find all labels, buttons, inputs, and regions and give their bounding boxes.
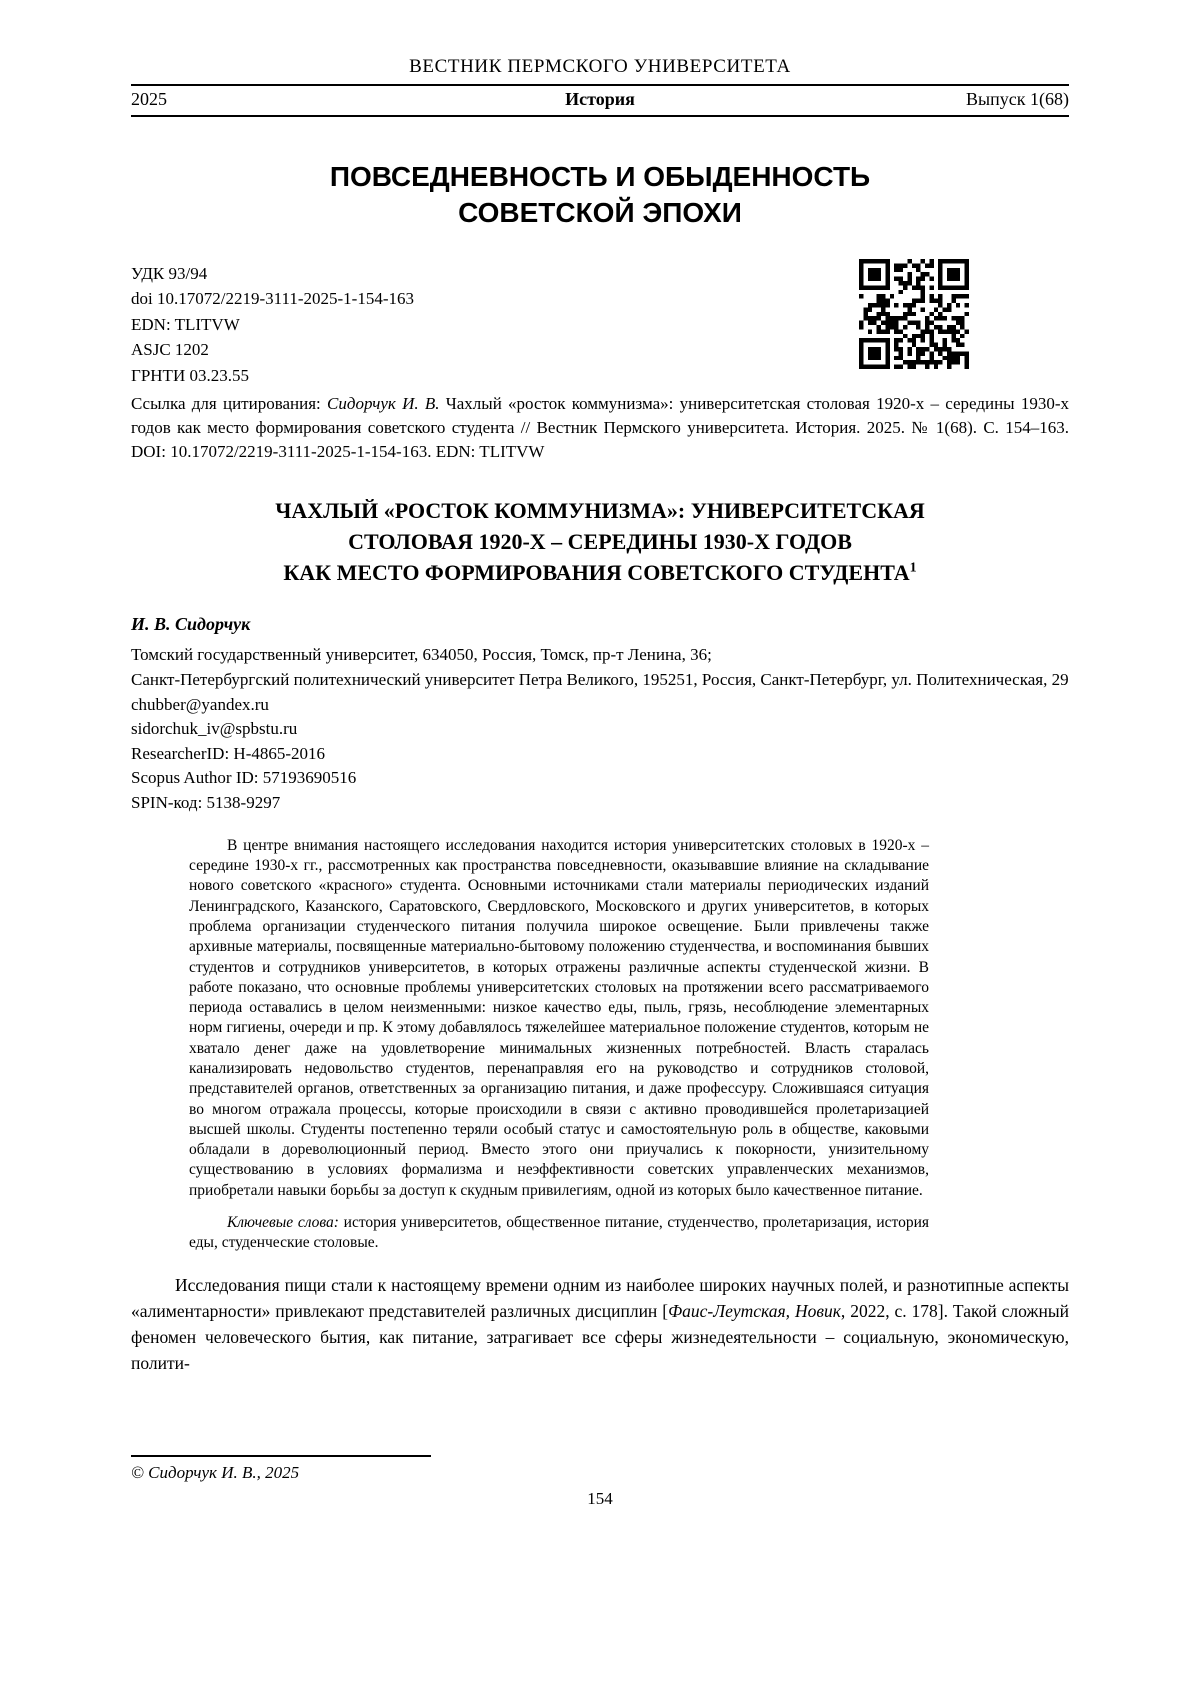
article-title <box>131 495 1069 589</box>
body-text-part-2: , 2022, с. 178]. Такой сложный феномен человеческого бытия, как питание, затрагивает все сферы жизнедеятельности – социальную, экономическую, полити- <box>131 1300 1070 1374</box>
journal-header-title: ВЕСТНИК ПЕРМСКОГО УНИВЕРСИТЕТА <box>131 56 1069 86</box>
footnote-rule <box>131 1455 431 1457</box>
issue-year: 2025 <box>131 89 167 109</box>
issue-line <box>131 86 1069 117</box>
citation-authors: Сидорчук И. В. <box>327 394 440 414</box>
rubric-title <box>131 159 1069 231</box>
author-email-1: chubber@yandex.ru <box>131 694 269 714</box>
author-email-2: sidorchuk_iv@spbstu.ru <box>131 719 298 739</box>
citation-paragraph <box>131 392 1069 464</box>
article-title-line-2: СТОЛОВАЯ 1920-Х – СЕРЕДИНЫ 1930-Х ГОДОВ <box>348 528 852 554</box>
qr-code <box>859 259 969 369</box>
journal-section: История <box>565 89 635 109</box>
page-footer <box>131 1455 1069 1509</box>
keywords-paragraph <box>189 1213 929 1254</box>
issue-number: Выпуск 1(68) <box>966 89 1070 109</box>
body-text-part-1: Исследования пищи стали к настоящему времени одним из наиболее широких научных полей, и разнотипные аспекты «алиментарности» привлекают представителей различных дисциплин [ <box>131 1274 1069 1321</box>
rubric-line-1: ПОВСЕДНЕВНОСТЬ И ОБЫДЕННОСТЬ <box>329 161 871 192</box>
body-paragraph-1 <box>131 1272 1069 1377</box>
author-name: И. В. Сидорчук <box>131 614 251 635</box>
keywords-label: Ключевые слова: <box>227 1214 339 1232</box>
asjc-code: ASJC 1202 <box>131 340 209 360</box>
keywords-text: история университетов, общественное питание, студенчество, пролетаризация, история еды, студенческие столовые. <box>189 1214 929 1252</box>
page-number: 154 <box>587 1489 613 1508</box>
grnti-code: ГРНТИ 03.23.55 <box>131 365 249 385</box>
udc-code: УДК 93/94 <box>131 263 208 283</box>
doi-code: doi 10.17072/2219-3111-2025-1-154-163 <box>131 289 414 309</box>
metadata-section <box>131 261 1069 389</box>
body-citation-authors: Фаис-Леутская, Новик <box>668 1300 841 1321</box>
affiliation-2: Санкт-Петербургский политехнический университет Петра Великого, 195251, Россия, Санкт-Петербург, ул. Политехническая, 29 <box>131 669 1069 689</box>
affiliation-1: Томский государственный университет, 634050, Россия, Томск, пр-т Ленина, 36; <box>131 645 712 665</box>
copyright-line: © Сидорчук И. В., 2025 <box>131 1463 300 1482</box>
article-title-line-3: КАК МЕСТО ФОРМИРОВАНИЯ СОВЕТСКОГО СТУДЕНТА$^1$ <box>283 560 917 585</box>
spin-code: SPIN-код: 5138-9297 <box>131 793 281 813</box>
abstract-paragraph: В центре внимания настоящего исследования находится история университетских столовых в 1920-х – середине 1930-х гг., рассмотренных как пространства повседневности, оказывавшие влияние на складывание нового советского «красного» студента. Основными источниками стали материалы периодических изданий Ленинградского, Казанского, Саратовского, Свердловского, Московского и других университетов, в которых проблема организации студенческого питания получила широкое освещение. Были привлечены также архивные материалы, посвященные материально-бытовому положению студенчества, и воспоминания бывших студентов и сотрудников университетов, в которых отражены различные аспекты студенческой жизни. В работе показано, что основные проблемы университетских столовых на протяжении всего рассматриваемого периода оставались в целом неизменными: низкое качество еды, пыль, грязь, несоблюдение элементарных норм гигиены, очереди и пр. К этому добавлялось тяжелейшее материальное положение студентов, которым не хватало денег даже на удовлетворение минимальных жизненных потребностей. Власть старалась канализировать недовольство студентов, перенаправляя его на руководство и сотрудников столовой, представителей органов, ответственных за организацию питания, и даже профессуру. Сложившаяся ситуация во многом отражала процессы, которые происходили в связи с активно проводившейся пролетаризацией высшей школы. Студенты постепенно теряли особый статус и самостоятельную роль в обществе, каковыми обладали в дореволюционный период. Вместо этого они приучались к покорности, унизительному существованию в условиях формализма и неэффективности советских управленческих механизмов, приобретали навыки борьбы за доступ к скудным привилегиям, одной из которых было качественное питание. <box>189 836 929 1199</box>
author-affiliations <box>131 643 1069 815</box>
citation-label: Ссылка для цитирования: <box>131 394 328 414</box>
citation-text: Чахлый «росток коммунизма»: университетская столовая 1920-х – середины 1930-х годов как место формирования советского студента // Вестник Пермского университета. История. 2025. № 1(68). С. 154–163. DOI: 10.17072/2219-3111-2025-1-154-163. EDN: TLITVW <box>131 394 1069 462</box>
scopus-id: Scopus Author ID: 57193690516 <box>131 768 357 788</box>
title-footnote-marker: 1 <box>909 560 917 576</box>
researcher-id: ResearcherID: H-4865-2016 <box>131 743 326 763</box>
article-title-line-1: ЧАХЛЫЙ «РОСТОК КОММУНИЗМА»: УНИВЕРСИТЕТСКАЯ <box>275 497 925 523</box>
rubric-line-2: СОВЕТСКОЙ ЭПОХИ <box>458 196 742 228</box>
edn-code: EDN: TLITVW <box>131 314 240 334</box>
